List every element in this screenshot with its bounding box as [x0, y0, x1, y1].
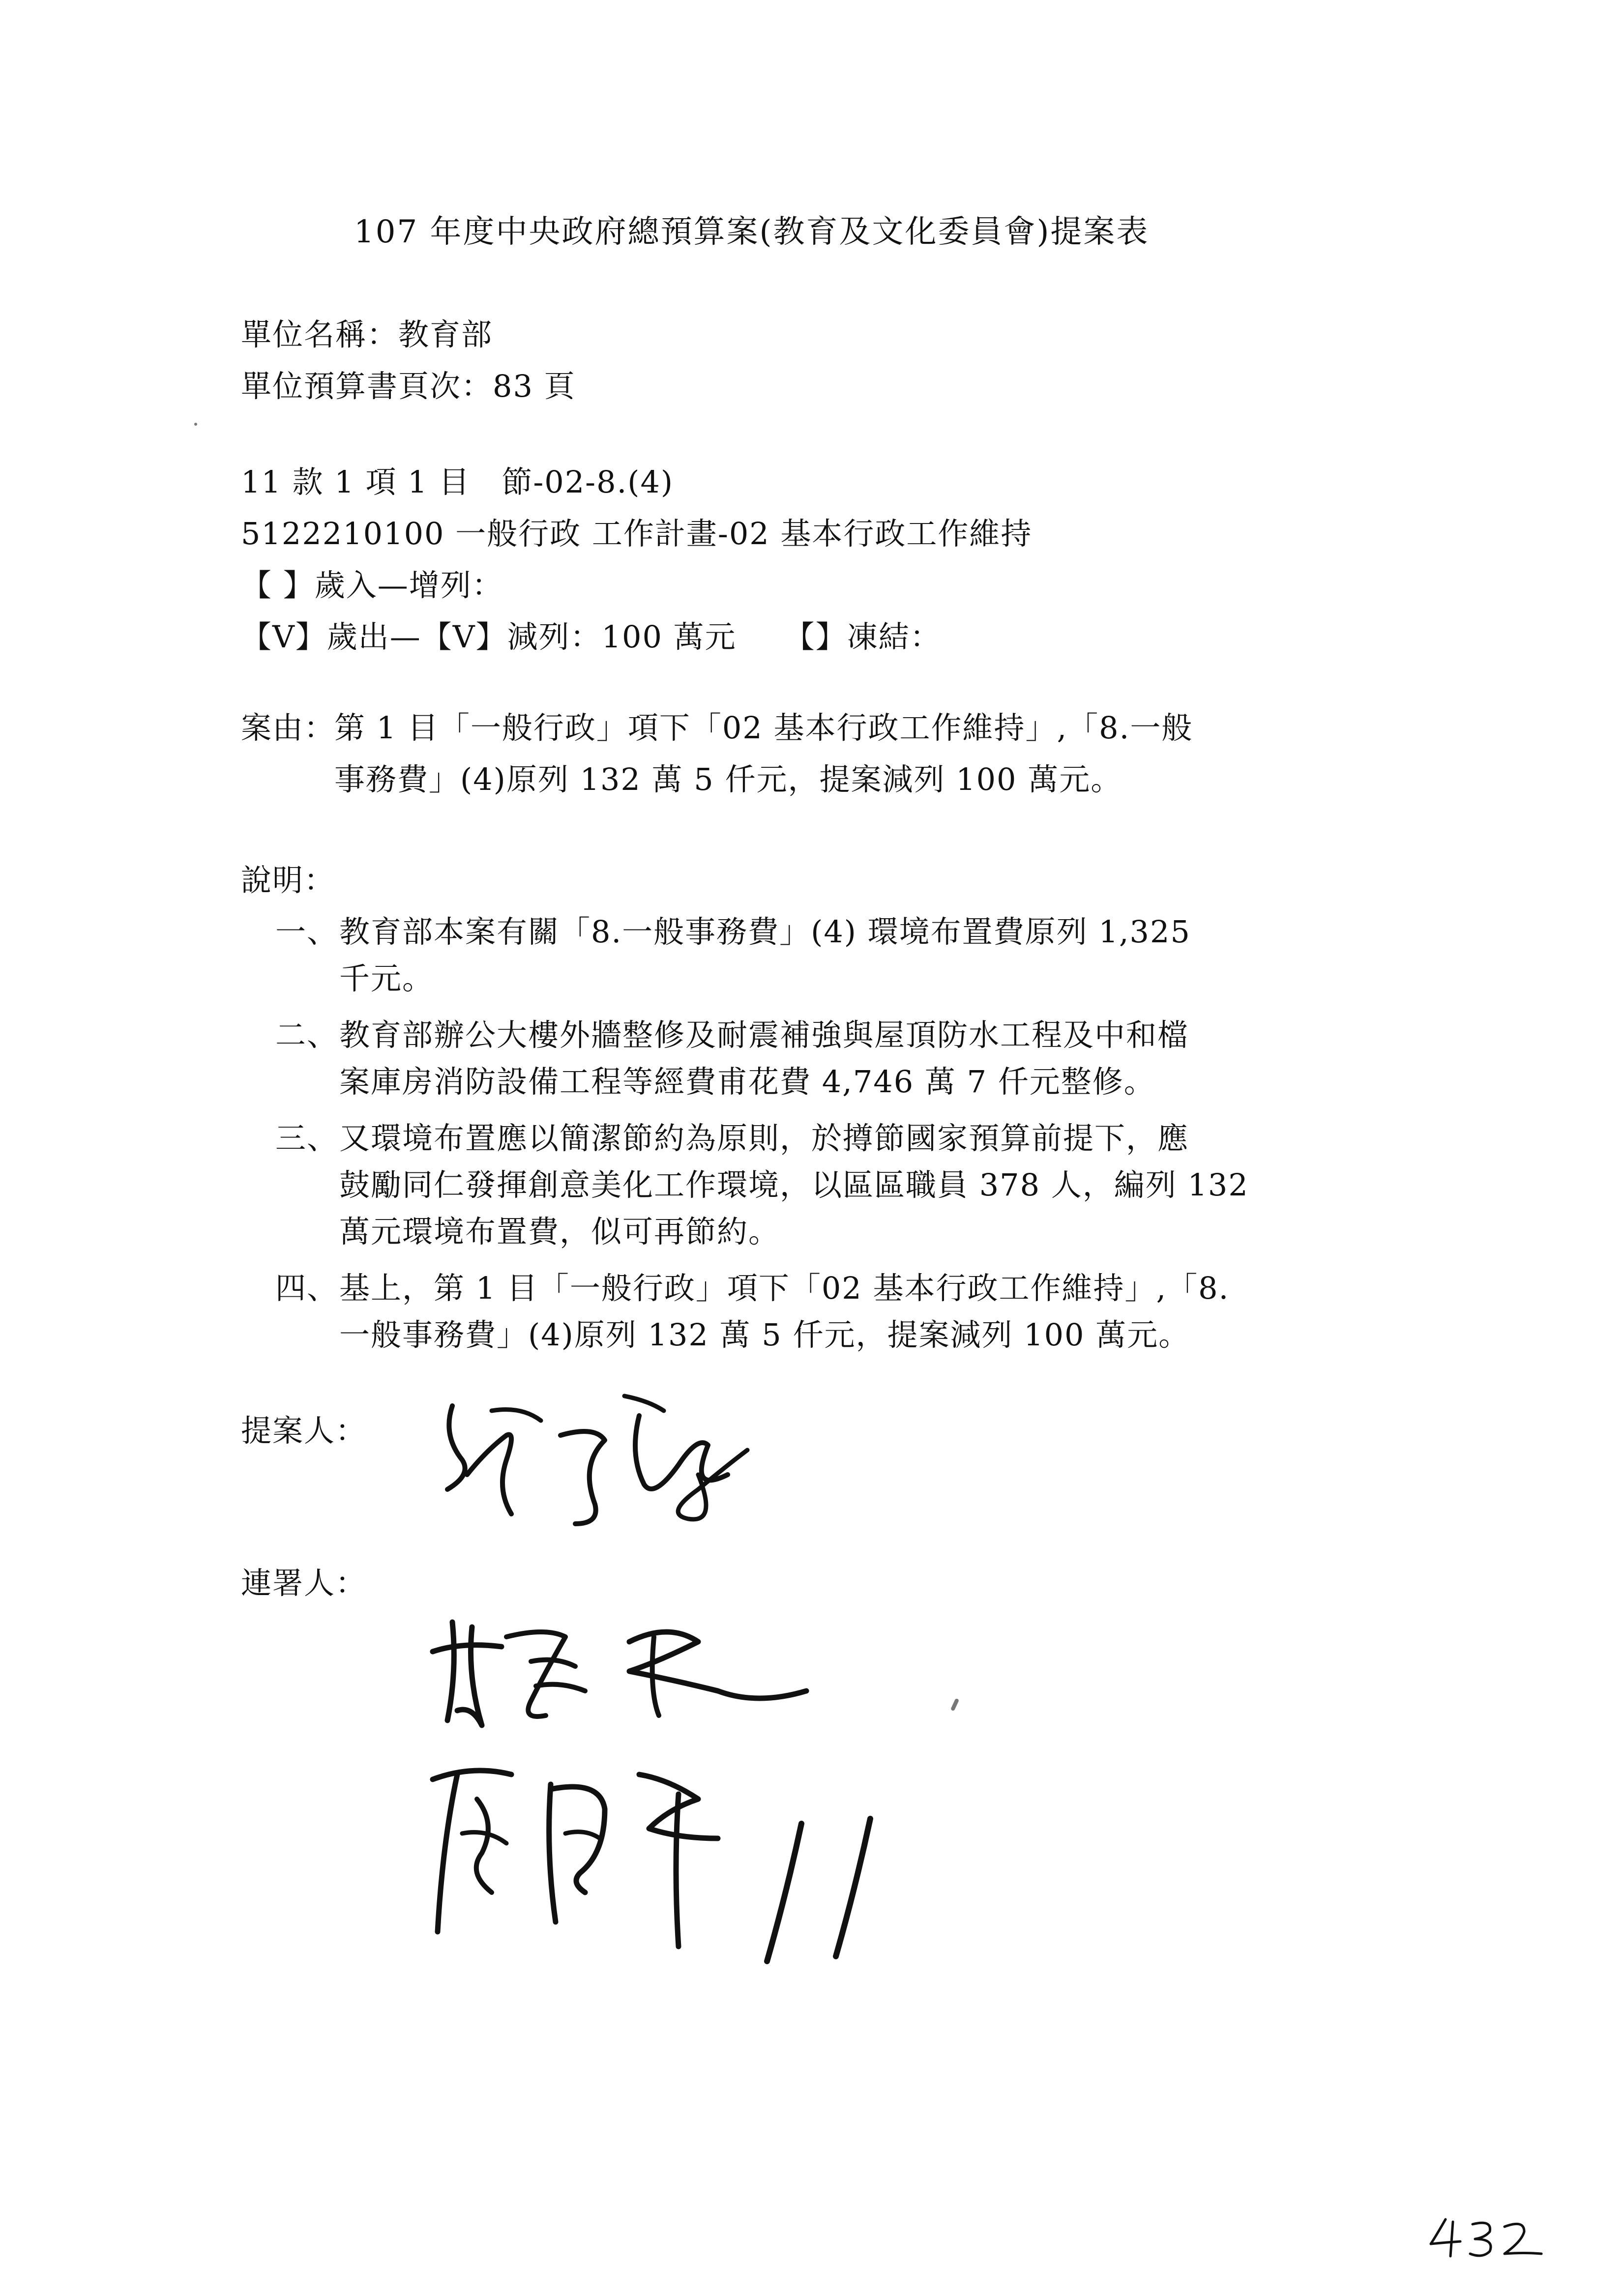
- explanation-label: 說明：: [241, 862, 336, 898]
- proposer-label: 提案人：: [241, 1413, 367, 1449]
- reason-line: 第 1 目「一般行政」項下「02 基本行政工作維持」,「8.一般: [334, 710, 1193, 746]
- explanation-item-line: 教育部辦公大樓外牆整修及耐震補強與屋頂防水工程及中和檔: [339, 1017, 1189, 1053]
- explanation-item-line: 一般事務費」(4)原列 132 萬 5 仟元，提案減列 100 萬元。: [339, 1317, 1190, 1353]
- explanation-item-line: 案庫房消防設備工程等經費甫花費 4,746 萬 7 仟元整修。: [339, 1064, 1155, 1100]
- expense-line: 【V】歲出—【V】減列：100 萬元 【】凍結：: [241, 619, 942, 655]
- reason-label: 案由：: [241, 710, 336, 746]
- unit-name: 單位名稱：教育部: [241, 317, 493, 352]
- revenue-line: 【 】歲入—增列：: [241, 567, 503, 603]
- explanation-item-line: 又環境布置應以簡潔節約為原則，於撙節國家預算前提下，應: [339, 1120, 1189, 1156]
- scan-speck: [950, 1698, 959, 1712]
- explanation-item-number: 四、: [275, 1270, 339, 1306]
- explanation-item-number: 二、: [275, 1017, 339, 1053]
- reason-line: 事務費」(4)原列 132 萬 5 仟元，提案減列 100 萬元。: [334, 761, 1122, 797]
- page-title: 107 年度中央政府總預算案(教育及文化委員會)提案表: [354, 214, 1150, 250]
- explanation-item-line: 教育部本案有關「8.一般事務費」(4) 環境布置費原列 1,325: [339, 914, 1191, 950]
- unit-budget-page: 單位預算書頁次：83 頁: [241, 368, 576, 404]
- work-plan: 5122210100 一般行政 工作計畫-02 基本行政工作維持: [241, 516, 1033, 552]
- explanation-item-line: 基上，第 1 目「一般行政」項下「02 基本行政工作維持」,「8.: [339, 1270, 1230, 1306]
- budget-code: 11 款 1 項 1 目 節-02-8.(4): [241, 464, 674, 500]
- explanation-item-line: 萬元環境布置費，似可再節約。: [339, 1214, 780, 1250]
- cosigner-label: 連署人：: [241, 1565, 367, 1601]
- explanation-item-number: 三、: [275, 1120, 339, 1156]
- cosigner-signature: [423, 1593, 826, 1740]
- page-number: [1426, 2212, 1544, 2263]
- explanation-item-line: 鼓勵同仁發揮創意美化工作環境，以區區職員 378 人，編列 132: [339, 1167, 1249, 1203]
- explanation-item-line: 千元。: [339, 960, 434, 996]
- explanation-item-number: 一、: [275, 914, 339, 950]
- scan-speck: [194, 423, 197, 426]
- handwritten-page-number: [1426, 2212, 1544, 2261]
- proposer-signature: [433, 1376, 757, 1534]
- handwritten-mark: [757, 1809, 885, 1971]
- cosigner-signature: [423, 1745, 738, 1956]
